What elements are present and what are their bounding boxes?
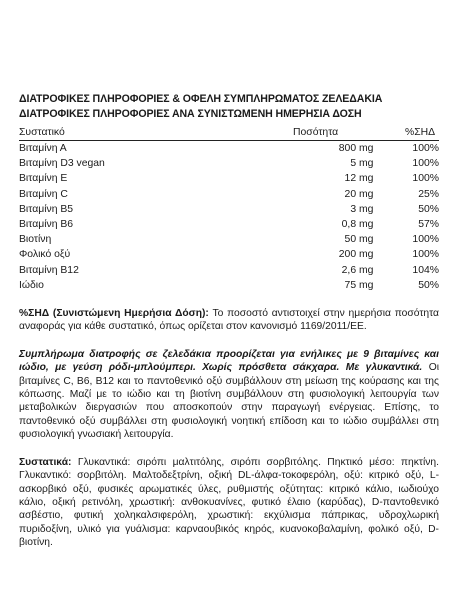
quantity-unit: mg xyxy=(359,264,374,276)
ingredient-name: Βιταμίνη Ε xyxy=(19,173,68,185)
ingredient-quantity xyxy=(255,247,405,262)
ingredients-section xyxy=(19,456,439,550)
table-row xyxy=(19,202,439,217)
column-header-ingredient: Συστατικό xyxy=(19,126,255,141)
table-row xyxy=(19,232,439,247)
ingredient-quantity xyxy=(255,171,405,186)
product-description xyxy=(19,348,439,442)
table-header-row xyxy=(19,126,439,141)
ingredient-rda: 57% xyxy=(418,219,439,231)
table-row xyxy=(19,141,439,157)
document-subtitle: ΔΙΑΤΡΟΦΙΚΕΣ ΠΛΗΡΟΦΟΡΙΕΣ ΑΝΑ ΣΥΝΙΣΤΩΜΕΝΗ ΗΜΕΡΗΣΙΑ ΔΟΣΗ xyxy=(19,108,362,120)
column-header-rda: %ΣΗΔ xyxy=(405,126,439,141)
ingredient-quantity xyxy=(255,217,405,232)
ingredient-name: Βιταμίνη Β5 xyxy=(19,203,74,215)
table-row xyxy=(19,187,439,202)
column-header-quantity: Ποσότητα xyxy=(255,126,405,141)
quantity-unit: mg xyxy=(359,219,374,231)
quantity-unit: mg xyxy=(359,234,374,246)
document-title: ΔΙΑΤΡΟΦΙΚΕΣ ΠΛΗΡΟΦΟΡΙΕΣ & ΟΦΕΛΗ ΣΥΜΠΛΗΡΩΜΑΤΟΣ ΖΕΛΕΔΑΚΙΑ xyxy=(19,93,383,105)
quantity-value: 12 xyxy=(344,173,357,185)
quantity-unit: mg xyxy=(359,249,374,261)
ingredient-name: Βιταμίνη D3 vegan xyxy=(19,158,105,170)
quantity-value: 20 xyxy=(344,188,357,200)
quantity-value: 3 xyxy=(350,203,357,215)
ingredient-rda: 100% xyxy=(412,173,439,185)
table-row xyxy=(19,263,439,278)
quantity-value: 5 xyxy=(350,158,357,170)
ingredient-quantity xyxy=(255,156,405,171)
table-row xyxy=(19,247,439,262)
ingredient-name: Βιοτίνη xyxy=(19,234,52,246)
description-lead: Συμπλήρωμα διατροφής σε ζελεδάκια προορίζεται για ενήλικες με 9 βιταμίνες και ιώδιο, με γεύση ρόδι-μπλούμπερι. Χωρίς πρόσθετα σάκχαρα. Με γλυκαντικά. xyxy=(19,348,439,374)
ingredient-name: Βιταμίνη C xyxy=(19,188,68,200)
ingredient-rda: 100% xyxy=(412,234,439,246)
table-row xyxy=(19,278,439,293)
nutrition-document xyxy=(19,92,439,550)
rda-note-text: Το ποσοστό αντιστοιχεί στην ημερήσια ποσότητα αναφοράς για κάθε συστατικό, όπως ορίζεται στον κανονισμό 1169/2011/ΕΕ. xyxy=(19,308,439,333)
ingredient-rda: 100% xyxy=(412,249,439,261)
quantity-value: 200 xyxy=(338,249,357,261)
quantity-unit: mg xyxy=(359,173,374,185)
ingredients-label: Συστατικά: xyxy=(19,456,72,468)
quantity-unit: mg xyxy=(359,188,374,200)
quantity-value: 2,6 xyxy=(341,264,357,276)
ingredient-name: Βιταμίνη Β6 xyxy=(19,219,74,231)
ingredient-rda: 104% xyxy=(412,264,439,276)
ingredient-quantity xyxy=(255,202,405,217)
quantity-unit: mg xyxy=(359,279,374,291)
ingredient-rda: 25% xyxy=(418,188,439,200)
ingredient-name: Βιταμίνη Α xyxy=(19,143,67,154)
ingredient-quantity xyxy=(255,278,405,293)
rda-note-label: %ΣΗΔ (Συνιστώμενη Ημερήσια Δόση): xyxy=(19,308,209,320)
quantity-value: 50 xyxy=(344,234,357,246)
table-row xyxy=(19,171,439,186)
quantity-value: 75 xyxy=(344,279,357,291)
ingredient-rda: 50% xyxy=(418,279,439,291)
ingredient-quantity xyxy=(255,141,405,157)
quantity-unit: mg xyxy=(359,143,374,154)
ingredient-name: Βιταμίνη Β12 xyxy=(19,264,79,276)
quantity-unit: mg xyxy=(359,203,374,215)
ingredient-name: Φολικό οξύ xyxy=(19,249,71,261)
rda-note xyxy=(19,307,439,334)
description-body: Οι βιταμίνες C, Β6, Β12 και το παντοθενικό οξύ συμβάλλουν στη μείωση της κούρασης και της κόπωσης. Μαζί με το ιώδιο και τη βιοτίνη συμβάλλουν στη φυσιολογική λειτουργία των μεταβολικών διεργασιών που αποσκοπούν στην παραγωγή ενέργειας. Επίσης, το παντοθενικό οξύ συμβάλλει στη φυσιολογική νοητική επίδοση και το ιώδιο συμβάλλει στη φυσιολογική γνωσιακή λειτουργία. xyxy=(19,362,439,441)
ingredient-quantity xyxy=(255,232,405,247)
ingredient-rda: 100% xyxy=(412,143,439,154)
ingredient-rda: 50% xyxy=(418,203,439,215)
table-row xyxy=(19,156,439,171)
ingredient-quantity xyxy=(255,263,405,278)
ingredients-text: Γλυκαντικά: σιρόπι μαλτιτόλης, σιρόπι σορβιτόλης. Πηκτικό μέσο: πηκτίνη. Γλυκαντικό: σορβιτόλη. Μαλτοδεξτρίνη, οξική DL-άλφα-τοκοφερόλη, οξύ: κιτρικό οξύ, L-ασκορβικό οξύ, φυσικές αρωματικές ύλες, ρυθμιστής οξύτητας: κιτρικό κάλιο, ιωδιούχο κάλιο, οξική ρετινόλη, χρωστική: ανθοκυανίνες, φυτικό έλαιο (καρύδας), D-παντοθενικό ασβέστιο, φυτική χοληκαλσιφερόλη, χρωστική: εκχύλισμα πάπρικας, υδροχλωρική πυριδοξίνη, υλικό για γυάλισμα: καρναουβικός κηρός, κυανοκοβαλαμίνη, φολικό οξύ, D-βιοτίνη. xyxy=(19,456,439,549)
ingredient-rda: 100% xyxy=(412,158,439,170)
quantity-value: 0,8 xyxy=(341,219,357,231)
table-row xyxy=(19,217,439,232)
ingredient-quantity xyxy=(255,187,405,202)
quantity-unit: mg xyxy=(359,158,374,170)
ingredient-name: Ιώδιο xyxy=(19,279,44,291)
quantity-value: 800 xyxy=(338,143,357,154)
nutrition-table xyxy=(19,126,439,293)
